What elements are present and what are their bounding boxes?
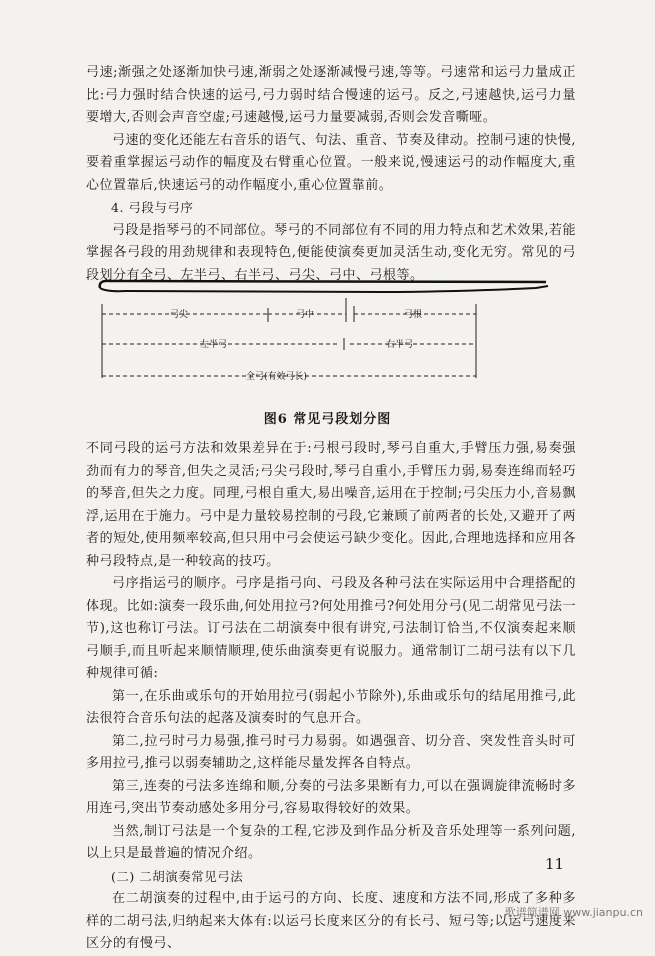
section-heading: (二) 二胡演奏常见弓法: [111, 868, 244, 884]
paragraph: 第二,拉弓时弓力易强,推弓时弓力易弱。如遇强音、切分音、突发性音头时可多用拉弓,推弓以弱奏辅助之,这样能尽量发挥各自特点。: [86, 733, 576, 771]
label-bow-tip: 弓尖: [170, 310, 189, 320]
paragraph: 第三,连奏的弓法多连绵和顺,分奏的弓法多果断有力,可以在强调旋律流畅时多用连弓,突出节奏动感处多用分弓,容易取得较好的效果。: [86, 778, 576, 816]
text-section-bottom: [86, 438, 576, 956]
paragraph: 在二胡演奏的过程中,由于运弓的方向、长度、速度和方法不同,形成了多种多样的二胡弓法,归纳起来大体有:以运弓长度来区分的有长弓、短弓等;以运弓速度来区分的有慢弓、: [86, 891, 576, 951]
paragraph: 弓序指运弓的顺序。弓序是指弓向、弓段及各种弓法在实际运用中合理搭配的体现。比如:演奏一段乐曲,何处用拉弓?何处用推弓?何处用分弓(见二胡常见弓法一节),这也称订弓法。订弓法在二胡演奏中很有讲究,弓法制订恰当,不仅演奏起来顺弓顺手,而且听起来顺情顺理,使乐曲演奏更有说服力。通常制订二胡弓法有以下几种规律可循:: [86, 576, 576, 681]
label-lower-half: 右半弓: [386, 340, 414, 350]
bow-hair: [100, 286, 548, 292]
bow-stick: [100, 281, 546, 288]
label-upper-half: 左半弓: [200, 340, 228, 350]
label-bow-frog: 弓根: [404, 310, 423, 320]
paragraph: 第一,在乐曲或乐句的开始用拉弓(弱起小节除外),乐曲或乐句的结尾用推弓,此法很符合音乐句法的起落及演奏时的气息开合。: [86, 688, 576, 726]
text-section-top: [86, 62, 576, 287]
paragraph: 弓段是指琴弓的不同部位。琴弓的不同部位有不同的用力特点和艺术效果,若能掌握各弓段的用劲规律和表现特色,便能使演奏更加灵活生动,变化无穷。常见的弓段划分有全弓、左半弓、右半弓、弓尖、弓中、弓根等。: [86, 222, 576, 283]
label-full-bow: 全弓(有效弓长): [246, 372, 308, 382]
watermark: 歌谱简谱网 www.jianpu.cn: [504, 906, 643, 919]
paragraph: 弓速;渐强之处逐渐加快弓速,渐弱之处逐渐减慢弓速,等等。弓速常和运弓力量成正比:弓力强时结合快速的运弓,弓力弱时结合慢速的运弓。反之,弓速越快,运弓力量要增大,否则会声音空虚;弓速越慢,运弓力量要减弱,否则会发音嘶哑。: [86, 65, 576, 125]
paragraph: 不同弓段的运弓方法和效果差异在于:弓根弓段时,琴弓自重大,手臂压力强,易奏强劲而有力的琴音,但失之灵活;弓尖弓段时,琴弓自重小,手臂压力弱,易奏连绵而轻巧的琴音,但失之力度。同理,弓根自重大,易出噪音,运用在于控制;弓尖压力小,音易飘浮,运用在于施力。弓中是力量较易控制的弓段,它兼顾了前两者的长处,又避开了两者的短处,使用频率较高,但只用中弓会使运弓缺少变化。因此,合理地选择和应用各种弓段特点,是一种较高的技巧。: [86, 441, 576, 569]
page-number: 11: [545, 855, 565, 873]
label-bow-middle: 弓中: [296, 310, 315, 320]
paragraph: 当然,制订弓法是一个复杂的工程,它涉及到作品分析及音乐处理等一系列问题,以上只是最普遍的情况介绍。: [86, 823, 576, 861]
section-heading: 4. 弓段与弓序: [111, 200, 194, 215]
paragraph: 弓速的变化还能左右音乐的语气、句法、重音、节奏及律动。控制弓速的快慢,要着重掌握运弓动作的幅度及右臂重心位置。一般来说,慢速运弓的动作幅度大,重心位置靠后,快速运弓的动作幅度小,重心位置靠前。: [86, 132, 576, 193]
figure-caption: 图6 常见弓段划分图: [263, 412, 392, 427]
bow-division-diagram: [96, 278, 556, 398]
